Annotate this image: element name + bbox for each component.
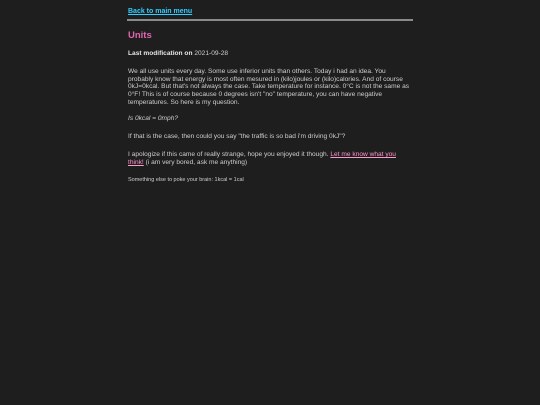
question-paragraph: Is 0kcal = 0mph? <box>128 115 179 122</box>
modification-label: Last modification on <box>128 50 193 57</box>
modification-date: 2021-09-28 <box>194 50 229 57</box>
apology-text: I apologize if this came of really strange, hope you enjoyed it though. <box>128 151 329 158</box>
page-title: Units <box>128 30 152 41</box>
apology-paragraph <box>128 151 412 166</box>
traffic-paragraph: If that is the case, then could you say "the traffic is so bad i'm driving 0kJ"? <box>128 133 346 140</box>
back-to-main-menu-link[interactable]: Back to main menu <box>128 8 193 15</box>
contact-link[interactable]: Let me know what you think! <box>128 151 396 166</box>
footnote: Something else to poke your brain: 1kcal = 1cal <box>128 177 244 183</box>
intro-paragraph: We all use units every day. Some use inferior units than others. Today i had an idea. You probably know that energy is most often mesured in (kilo)joules or (kilo)calories. And of course 0kJ=0kcal. But that's not always the case. Take temperature for instance. 0°C is not the same as 0°F! This is of course because 0 degrees isn't "no" temperature, you can have negative temperatures. So here is my question. <box>128 68 410 106</box>
modification-line <box>128 50 228 57</box>
apology-aside: (i am very bored, ask me anything) <box>145 158 248 166</box>
divider <box>127 19 413 21</box>
